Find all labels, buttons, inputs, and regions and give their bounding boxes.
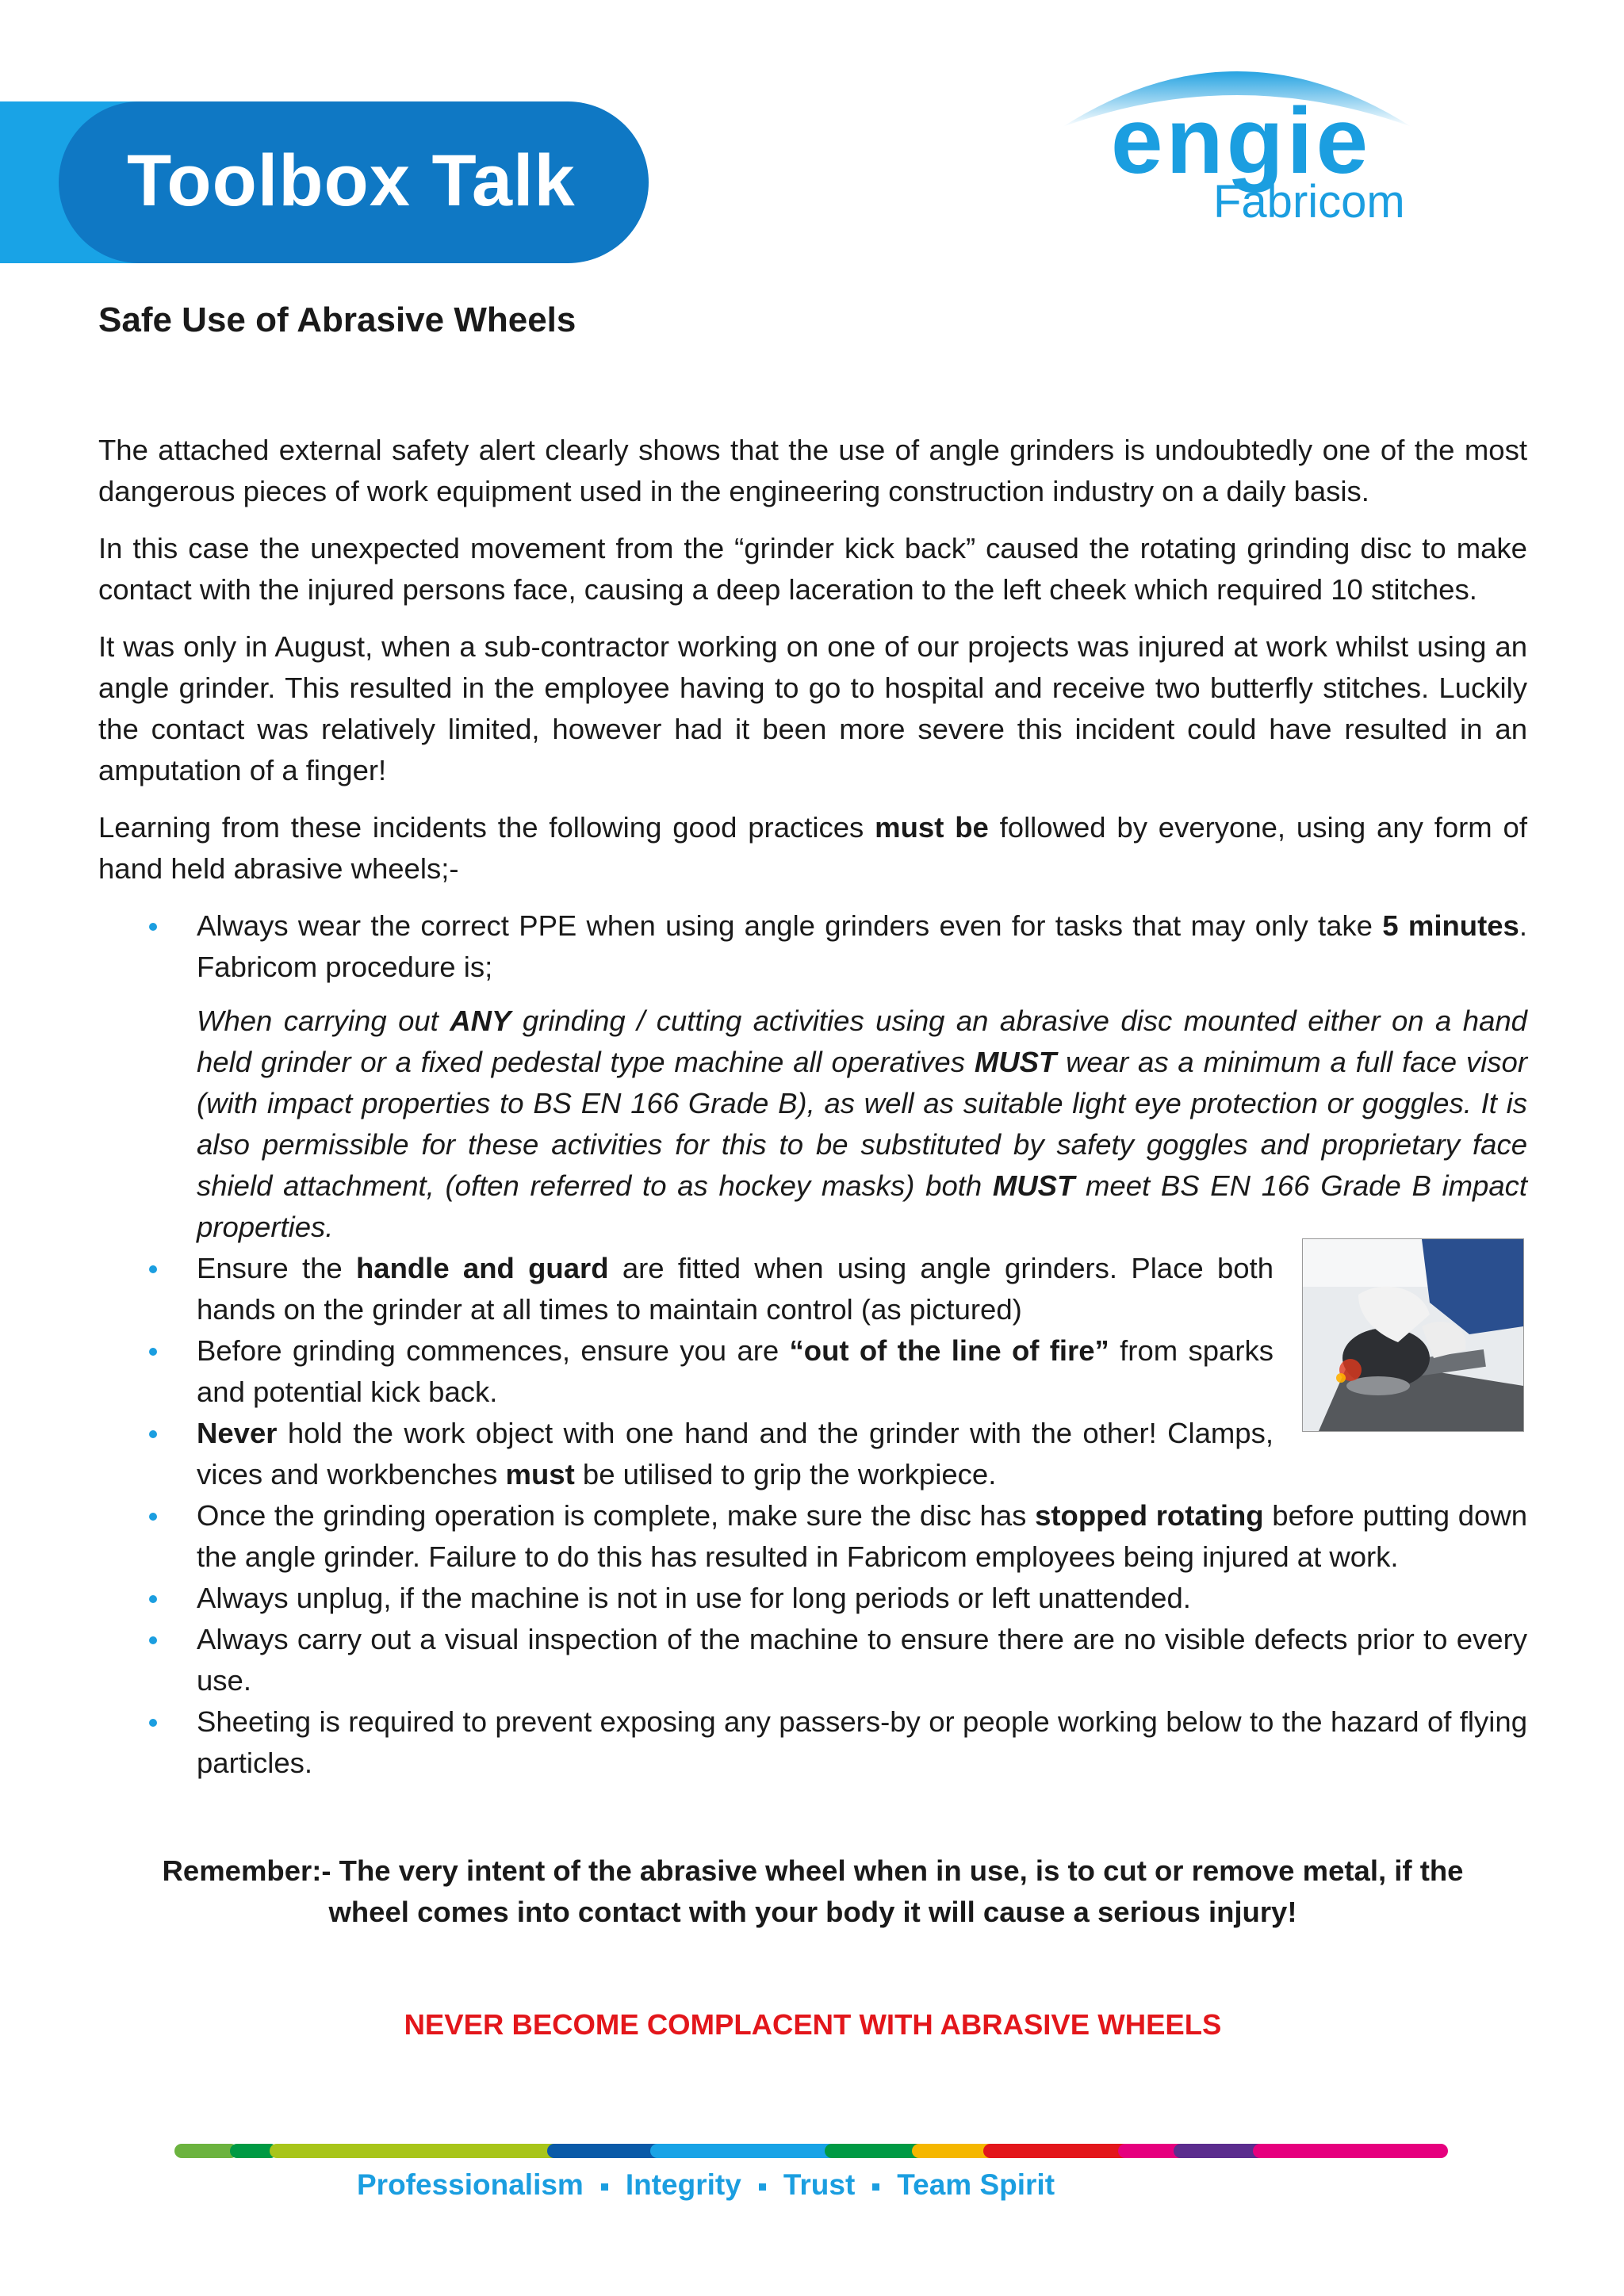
bullet-text: Ensure the — [197, 1252, 356, 1284]
logo-wordmark: engie — [1110, 89, 1372, 193]
bullet-emphasis: stopped rotating — [1035, 1499, 1264, 1532]
learning-paragraph — [98, 807, 1527, 890]
procedure-emphasis: ANY — [450, 1004, 511, 1037]
document-body — [98, 295, 1527, 1784]
procedure-segment: wear as a minimum a full face visor (with impact properties to BS EN 166 Grade B), as well as suitable light eye protection or goggles. It is also permissible for these activities for this to be substituted by safety goggles and proprietary face shield attachment, (often referred to as hockey masks) both — [197, 1046, 1527, 1202]
list-item: Always unplug, if the machine is not in use for long periods or left unattended. — [197, 1578, 1527, 1619]
stripe-segment — [650, 2144, 841, 2158]
stripe-segment — [983, 2144, 1134, 2158]
value-trust: Trust — [783, 2168, 856, 2201]
bullet-text: Always wear the correct PPE when using angle grinders even for tasks that may only take — [197, 909, 1383, 942]
bullet-emphasis: “out of the line of fire” — [789, 1334, 1109, 1367]
document-title: Safe Use of Abrasive Wheels — [98, 300, 576, 339]
procedure-segment: When carrying out — [197, 1004, 450, 1037]
learning-emphasis: must be — [875, 811, 989, 844]
remember-line-1: Remember:- The very intent of the abrasive wheel when in use, is to cut or remove metal, if the — [162, 1854, 1464, 1887]
bullet-text: Once the grinding operation is complete, make sure the disc has — [197, 1499, 1036, 1532]
procedure-emphasis: MUST — [992, 1169, 1075, 1202]
bullet-text-end: be utilised to grip the workpiece. — [574, 1458, 997, 1490]
remember-line-2: wheel comes into contact with your body it will cause a serious injury! — [328, 1896, 1297, 1928]
august-paragraph: It was only in August, when a sub-contractor working on one of our projects was injured at work whilst using an angle grinder. This resulted in the employee having to go to hospital and receive two butterfly stitches. Luckily the contact was relatively limited, however had it been more severe this incident could have resulted in an amputation of a finger! — [98, 630, 1527, 786]
list-item: Sheeting is required to prevent exposing any passers-by or people working below to the hazard of flying particles. — [197, 1701, 1527, 1784]
list-item: Always carry out a visual inspection of the machine to ensure there are no visible defects prior to every use. — [197, 1619, 1527, 1701]
bullet-text: Before grinding commences, ensure you are — [197, 1334, 790, 1367]
bullet-emphasis: Never — [197, 1417, 278, 1449]
separator-square-icon — [759, 2183, 766, 2191]
company-values — [357, 2163, 1055, 2207]
bullet-emphasis: must — [505, 1458, 575, 1490]
value-integrity: Integrity — [625, 2168, 741, 2201]
learning-text: Learning from these incidents the following good practices — [98, 811, 875, 844]
stripe-segment — [547, 2144, 666, 2158]
incident-paragraph: In this case the unexpected movement from the “grinder kick back” caused the rotating grinding disc to make contact with the injured persons face, causing a deep laceration to the left cheek which required 10 stitches. — [98, 532, 1527, 606]
logo-subtitle: Fabricom — [1213, 176, 1405, 228]
list-item — [197, 1495, 1527, 1578]
learning-text-end: followed by everyone, using any form of hand held abrasive wheels;- — [98, 811, 1527, 885]
color-stripe — [174, 2144, 1448, 2158]
remember-note — [98, 1850, 1527, 1933]
bullet-text-end: from sparks and potential kick back. — [197, 1334, 1274, 1408]
bullet-emphasis: handle and guard — [356, 1252, 609, 1284]
bullet-text-end: before putting down the angle grinder. Failure to do this has resulted in Fabricom employees being injured at work. — [197, 1499, 1528, 1573]
intro-paragraph: The attached external safety alert clearly shows that the use of angle grinders is undoubtedly one of the most dangerous pieces of work equipment used in the engineering construction industry on a daily basis. — [98, 434, 1527, 507]
procedure-segment: meet BS EN 166 Grade B impact properties. — [197, 1169, 1528, 1243]
value-team-spirit: Team Spirit — [897, 2168, 1055, 2201]
stripe-segment — [174, 2144, 238, 2158]
stripe-segment — [1253, 2144, 1448, 2158]
warning-banner: NEVER BECOME COMPLACENT WITH ABRASIVE WHEELS — [404, 2008, 1222, 2041]
stripe-segment — [270, 2144, 571, 2158]
value-professionalism: Professionalism — [357, 2168, 584, 2201]
separator-square-icon — [601, 2183, 608, 2191]
bullet-emphasis: 5 minutes — [1382, 909, 1519, 942]
bullet-text-end: . Fabricom procedure is; — [197, 909, 1527, 983]
procedure-text — [197, 1001, 1527, 1248]
bullet-text-end: are fitted when using angle grinders. Place both hands on the grinder at all times to maintain control (as pictured) — [197, 1252, 1274, 1326]
bullet-text: hold the work object with one hand and the grinder with the other! Clamps, vices and workbenches — [197, 1417, 1274, 1490]
procedure-emphasis: MUST — [974, 1046, 1057, 1078]
separator-square-icon — [872, 2183, 879, 2191]
procedure-segment: grinding / cutting activities using an abrasive disc mounted either on a hand held grinder or a fixed pedestal type machine all operatives — [197, 1004, 1527, 1078]
angle-grinder-photo — [1302, 1238, 1524, 1432]
page-title: Toolbox Talk — [127, 140, 576, 221]
list-item — [197, 905, 1527, 1248]
engie-fabricom-logo — [1031, 32, 1443, 238]
